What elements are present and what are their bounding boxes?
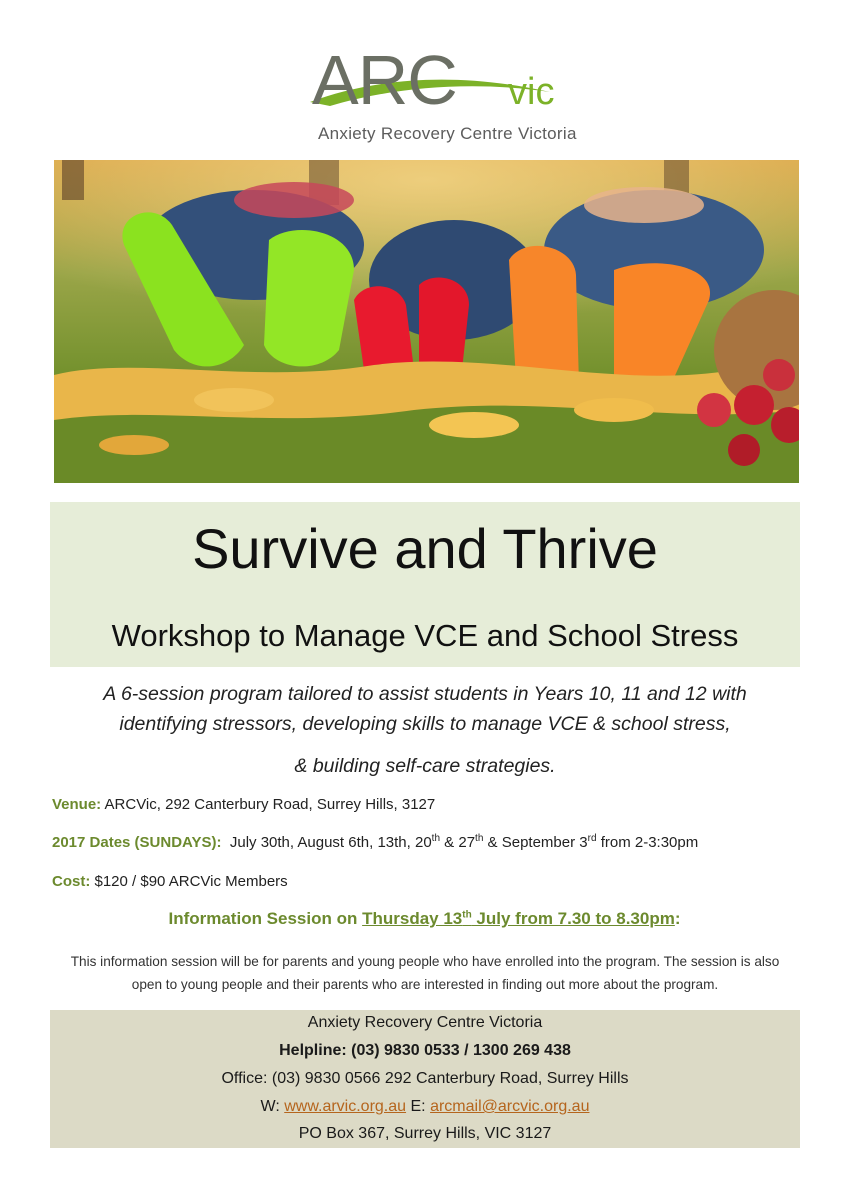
- dates-label: 2017 Dates (SUNDAYS):: [52, 834, 222, 851]
- venue-row: [52, 796, 435, 813]
- footer-helpline: Helpline: (03) 9830 0533 / 1300 269 438: [279, 1042, 571, 1059]
- intro-line-1: A 6-session program tailored to assist students in Years 10, 11 and 12 with: [103, 683, 747, 705]
- hero-photo: [54, 160, 799, 483]
- cost-value: $120 / $90 ARCVic Members: [94, 873, 288, 890]
- info-session-paragraph: This information session will be for parents and young people who have enrolled into the program. The session is also open to young people and their parents who are interested in finding out more about the program.: [70, 954, 780, 992]
- children-feet-in-autumn-leaves-photo: [54, 160, 799, 483]
- page-subtitle: Workshop to Manage VCE and School Stress: [111, 618, 739, 653]
- cost-label: Cost:: [52, 873, 91, 890]
- footer-po-box: PO Box 367, Surrey Hills, VIC 3127: [298, 1125, 552, 1142]
- logo-brand-main: ARC: [312, 41, 457, 119]
- logo-tagline: Anxiety Recovery Centre Victoria: [318, 124, 577, 143]
- email-link[interactable]: arcmail@arcvic.org.au: [430, 1098, 590, 1115]
- dates-row: [52, 833, 698, 851]
- footer-org: Anxiety Recovery Centre Victoria: [307, 1014, 543, 1031]
- dates-value: July 30th, August 6th, 13th, 20th & 27th & September 3rd from 2-3:30pm: [229, 833, 699, 851]
- logo: [300, 40, 600, 150]
- contact-footer: [50, 1010, 800, 1148]
- venue-value: ARCVic, 292 Canterbury Road, Surrey Hills, 3127: [104, 796, 436, 813]
- intro-line-2: identifying stressors, developing skills to manage VCE & school stress,: [119, 713, 731, 735]
- info-session-heading: Information Session on Thursday 13th July from 7.30 to 8.30pm:: [168, 909, 681, 928]
- venue-label: Venue:: [52, 796, 102, 813]
- title-banner: [50, 502, 800, 667]
- footer-office: Office: (03) 9830 0566 292 Canterbury Road, Surrey Hills: [221, 1070, 629, 1087]
- footer-web-email: W: www.arvic.org.au E: arcmail@arcvic.org.au: [260, 1098, 590, 1115]
- website-link[interactable]: www.arvic.org.au: [284, 1098, 407, 1115]
- page-title: Survive and Thrive: [192, 517, 658, 580]
- logo-brand-suffix: vic: [508, 71, 555, 113]
- intro-line-3: & building self-care strategies.: [294, 755, 556, 777]
- cost-row: [52, 873, 288, 890]
